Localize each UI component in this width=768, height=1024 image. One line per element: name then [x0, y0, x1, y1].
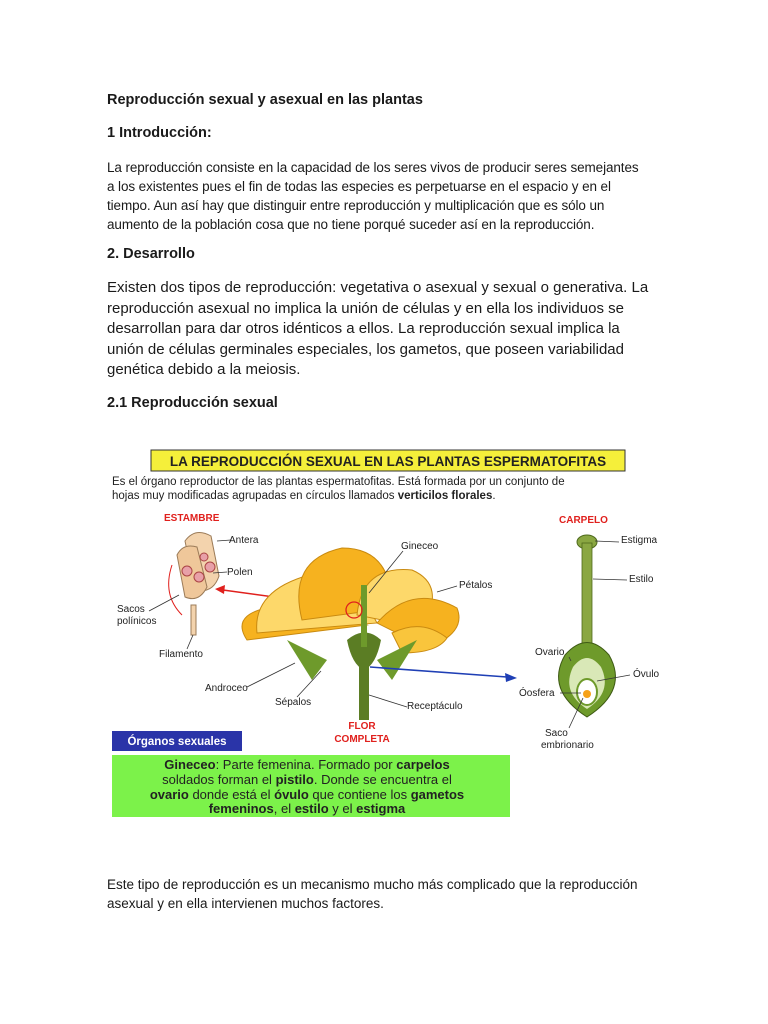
- desarrollo-heading: 2. Desarrollo: [107, 246, 195, 262]
- box-line-1: Gineceo: Parte femenina. Formado por carpelos: [164, 757, 450, 772]
- label-saco-1: Saco: [545, 728, 568, 739]
- intro-paragraph: [107, 158, 662, 234]
- flor-label-1: FLOR: [348, 721, 376, 732]
- desarrollo-line: reproducción asexual no implica la unión de células y en ella los individuos se: [107, 299, 624, 317]
- desarrollo-line: genética debido a la meiosis.: [107, 361, 301, 378]
- figure-description-line-2: hojas muy modificadas agrupadas en círculos llamados verticilos florales.: [112, 490, 496, 502]
- sexual-heading: 2.1 Reproducción sexual: [107, 395, 278, 411]
- box-line-2: soldados forman el pistilo. Donde se encuentra el: [162, 772, 452, 787]
- label-sacos-1: Sacos: [117, 604, 145, 615]
- stamen-illustration: [169, 532, 219, 635]
- label-estigma: Estigma: [621, 535, 658, 546]
- box-line-3: ovario donde está el óvulo que contiene los gametos: [149, 787, 465, 802]
- flower-diagram-figure: [107, 445, 667, 820]
- closing-line: Este tipo de reproducción es un mecanismo mucho más complicado que la reproducción: [107, 877, 638, 892]
- label-estilo: Estilo: [629, 574, 654, 585]
- label-androceo: Androceo: [205, 683, 248, 694]
- label-sepalos: Sépalos: [275, 697, 312, 708]
- flower-illustration: [242, 548, 459, 720]
- label-gineceo: Gineceo: [401, 541, 439, 552]
- label-petalos: Pétalos: [459, 580, 493, 591]
- intro-line: tiempo. Aun así hay que distinguir entre reproducción y multiplicación que es sólo un: [107, 198, 605, 213]
- estambre-title: ESTAMBRE: [164, 513, 220, 524]
- organos-title: Órganos sexuales: [127, 736, 227, 748]
- label-ovulo: Óvulo: [633, 669, 660, 680]
- closing-paragraph: [107, 876, 662, 913]
- label-sacos-2: polínicos: [117, 616, 157, 627]
- label-ovario: Ovario: [535, 647, 565, 658]
- document-title: Reproducción sexual y asexual en las plantas: [107, 92, 423, 108]
- desarrollo-line: desarrollan para dar otros idénticos a ellos. La reproducción sexual implica la: [107, 320, 620, 337]
- desarrollo-line: unión de células germinales especiales, los gametos, que poseen variabilidad: [107, 340, 624, 358]
- label-antera: Antera: [229, 535, 259, 546]
- box-line-4: femeninos, el estilo y el estigma: [208, 801, 406, 816]
- closing-line: asexual y en ella intervienen muchos factores.: [107, 895, 384, 911]
- flower-diagram: [107, 445, 667, 820]
- label-filamento: Filamento: [159, 649, 203, 660]
- carpel-illustration: [559, 535, 616, 717]
- flor-label-2: COMPLETA: [334, 734, 390, 745]
- label-saco-2: embrionario: [541, 740, 594, 751]
- carpelo-title: CARPELO: [559, 515, 608, 526]
- intro-heading: 1 Introducción:: [107, 125, 212, 141]
- label-polen: Polen: [227, 567, 253, 578]
- label-oosfera: Óosfera: [519, 688, 555, 699]
- intro-line: aumento de la población cosa que no tiene porqué suceder así en la reproducción.: [107, 217, 595, 232]
- figure-description-line-1: Es el órgano reproductor de las plantas espermatofitas. Está formada por un conjunto de: [112, 476, 565, 488]
- desarrollo-paragraph: [107, 278, 662, 381]
- desarrollo-line: Existen dos tipos de reproducción: vegetativa o asexual y sexual o generativa. La: [107, 279, 649, 296]
- intro-line: La reproducción consiste en la capacidad de los seres vivos de producir seres semejantes: [107, 160, 639, 175]
- label-receptaculo: Receptáculo: [407, 701, 463, 712]
- banner-title: LA REPRODUCCIÓN SEXUAL EN LAS PLANTAS ESPERMATOFITAS: [169, 454, 607, 469]
- intro-line: a los existentes pues el fin de todas las especies es perpetuarse en el espacio y en el: [107, 179, 611, 194]
